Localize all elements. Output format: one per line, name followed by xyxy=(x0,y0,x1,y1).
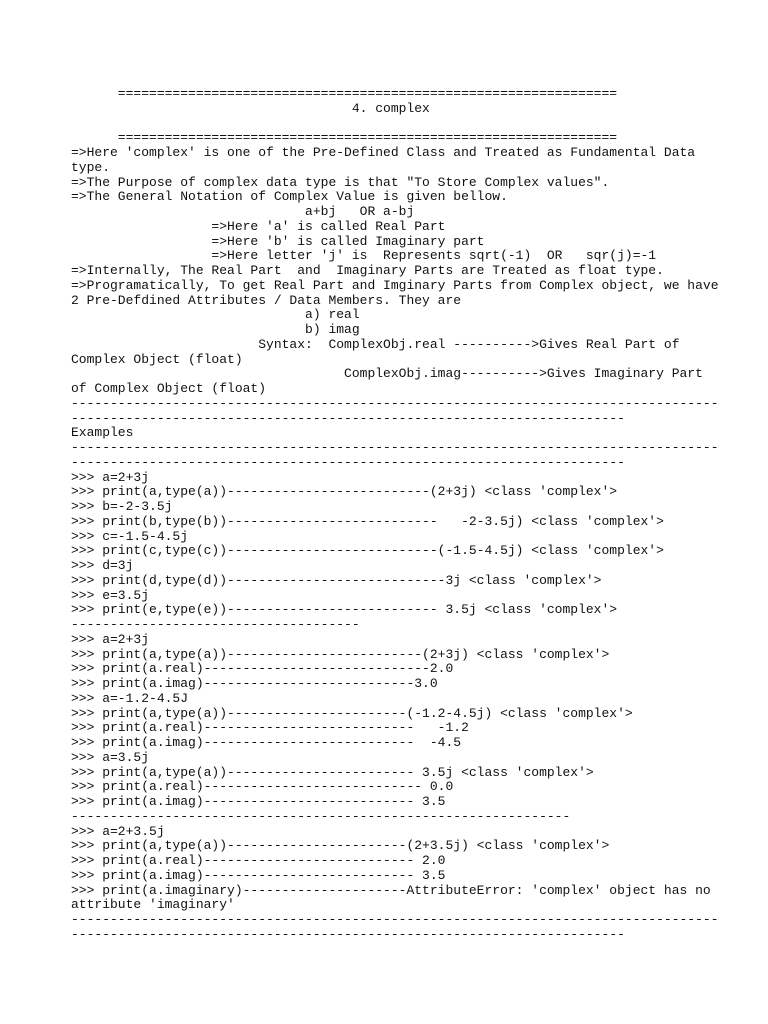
document-text: ================================================================ 4. complex ================================================================ =>Here 'complex' is one of the Pre-Defined Class and Treated as Fundamental Data type. =>The Purpose of complex data type is that "To Store Complex values". =>The General Notation of Complex Value is given bellow. a+bj OR a-bj =>Here 'a' is called Real Part =>Here 'b' is called Imaginary part =>Here letter 'j' is Represents sqrt(-1) OR sqr(j)=-1 =>Internally, The Real Part and Imaginary Parts are Treated as float type. =>Programatically, To get Real Part and Imginary Parts from Complex object, we have 2 Pre-Defdined Attributes / Data Members. They are a) real b) imag Syntax: ComplexObj.real ---------->Gives Real Part of Complex Object (float) ComplexObj.imag---------->Gives Imaginary Part of Complex Object (float) ----------------------------------------------------------------------------------- ----------------------------------------------------------------------- Examples ----------------------------------------------------------------------------------- ----------------------------------------------------------------------- >>> a=2+3j >>> print(a,type(a))--------------------------(2+3j) <class 'complex'> >>> b=-2-3.5j >>> print(b,type(b))--------------------------- -2-3.5j) <class 'complex'> >>> c=-1.5-4.5j >>> print(c,type(c))---------------------------(-1.5-4.5j) <class 'complex'> >>> d=3j >>> print(d,type(d))----------------------------3j <class 'complex'> >>> e=3.5j >>> print(e,type(e))--------------------------- 3.5j <class 'complex'> ------------------------------------- >>> a=2+3j >>> print(a,type(a))-------------------------(2+3j) <class 'complex'> >>> print(a.real)-----------------------------2.0 >>> print(a.imag)---------------------------3.0 >>> a=-1.2-4.5J >>> print(a,type(a))-----------------------(-1.2-4.5j) <class 'complex'> >>> print(a.real)--------------------------- -1.2 >>> print(a.imag)--------------------------- -4.5 >>> a=3.5j >>> print(a,type(a))------------------------ 3.5j <class 'complex'> >>> print(a.real)---------------------------- 0.0 >>> print(a.imag)--------------------------- 3.5 ---------------------------------------------------------------- >>> a=2+3.5j >>> print(a,type(a))-----------------------(2+3.5j) <class 'complex'> >>> print(a.real)--------------------------- 2.0 >>> print(a.imag)--------------------------- 3.5 >>> print(a.imaginary)---------------------AttributeError: 'complex' object has no attribute 'imaginary' ----------------------------------------------------------------------------------- ----------------------------------------------------------------------- xyxy=(71,86,719,942)
document-page xyxy=(71,86,719,943)
